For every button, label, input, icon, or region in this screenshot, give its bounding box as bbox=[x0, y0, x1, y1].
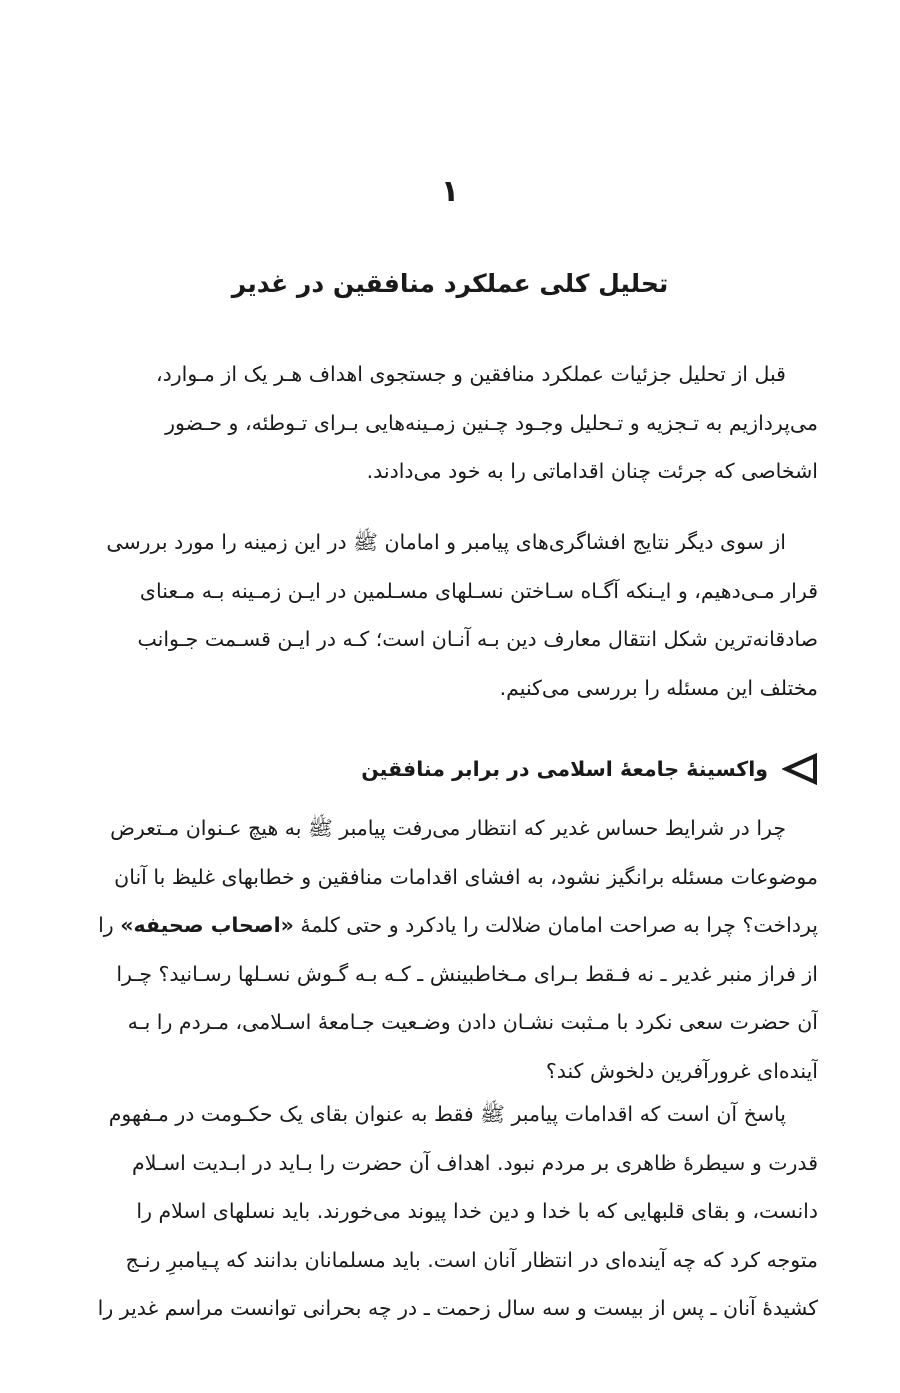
paragraph-line: از سوی دیگر نتایج افشاگری‌های پیامبر و امامان ﷺ در این زمینه را مورد بررسی bbox=[106, 530, 786, 554]
paragraph-question bbox=[82, 804, 818, 1095]
paragraph-line: پاسخ آن است که اقدامات پیامبر ﷺ فقط به عنوان بقای یک حکـومت در مـفهوم bbox=[108, 1102, 786, 1126]
paragraph-answer bbox=[82, 1090, 818, 1333]
paragraph-results bbox=[82, 518, 818, 712]
section-heading bbox=[361, 747, 818, 791]
paragraph-line: قبل از تحلیل جزئیات عملکرد منافقین و جستجوی اهداف هـر یک از مـوارد، bbox=[156, 362, 786, 386]
paragraph-line: کشیدهٔ آنان ـ پس از بیست و سه سال زحمت ـ در چه بحرانی توانست مراسم غدیر را bbox=[97, 1296, 818, 1320]
paragraph-line: دانست، و بقای قلبهایی که با خدا و دین خدا پیوند می‌خورند. باید نسلهای اسلام را bbox=[136, 1199, 818, 1223]
paragraph-line: موضوعات مسئله برانگیز نشود، به افشای اقدامات منافقین و خطابهای غلیظ با آنان bbox=[114, 864, 818, 889]
paragraph-intro bbox=[82, 350, 818, 496]
paragraph-line: اشخاصی که جرئت چنان اقداماتی را به خود می‌دادند. bbox=[366, 459, 818, 483]
paragraph-line: صادقانه‌ترین شکل انتقال معارف دین بـه آنـان است؛ کـه در ایـن قسـمت جـوانب bbox=[137, 627, 818, 651]
triangle-left-outline-icon bbox=[782, 751, 818, 787]
paragraph-line: پرداخت؟ چرا به صراحت امامان ضلالت را یادکرد و حتی کلمهٔ «اصحاب صحیفه» را bbox=[98, 913, 818, 937]
paragraph-line: آینده‌ای غرورآفرین دلخوش کند؟ bbox=[545, 1058, 818, 1083]
chapter-number: ١ bbox=[440, 174, 460, 209]
paragraph-line: قرار مـی‌دهیم، و ایـنکه آگـاه سـاختن نسـلهای مسـلمین در ایـن زمـینه بـه مـعنای bbox=[139, 578, 818, 603]
section-heading-text: واکسینهٔ جامعهٔ اسلامی در برابر منافقین bbox=[361, 757, 768, 781]
paragraph-line: چرا در شرایط حساس غدیر که انتظار می‌رفت پیامبر ﷺ به هیچ عـنوان مـتعرض bbox=[110, 816, 786, 840]
emphasized-phrase: «اصحاب صحیفه» bbox=[120, 913, 294, 937]
paragraph-line: آن حضرت سعی نکرد با مـثبت نشـان دادن وضـعیت جـامعهٔ اسـلامی، مـردم را بـه bbox=[127, 1010, 818, 1034]
paragraph-line: قدرت و سیطرهٔ ظاهری بر مردم نبود. اهداف آن حضرت را بـاید در ابـدیت اسـلام bbox=[132, 1150, 818, 1175]
paragraph-line: از فراز منبر غدیر ـ نه فـقط بـرای مـخاطبینش ـ کـه بـه گـوش نسـلها رسـانید؟ چـرا bbox=[116, 961, 818, 986]
paragraph-line: متوجه کرد که چه آینده‌ای در انتظار آنان است. باید مسلمانان بدانند که پـیامبرِ رنـج bbox=[125, 1247, 818, 1272]
chapter-title: تحلیل کلی عملکرد منافقین در غدیر bbox=[231, 269, 669, 298]
paragraph-line: مختلف این مسئله را بررسی می‌کنیم. bbox=[499, 675, 818, 700]
paragraph-line: می‌پردازیم به تـجزیه و تـحلیل وجـود چـنین زمـینه‌هایی بـرای تـوطئه، و حـضور bbox=[165, 410, 818, 435]
